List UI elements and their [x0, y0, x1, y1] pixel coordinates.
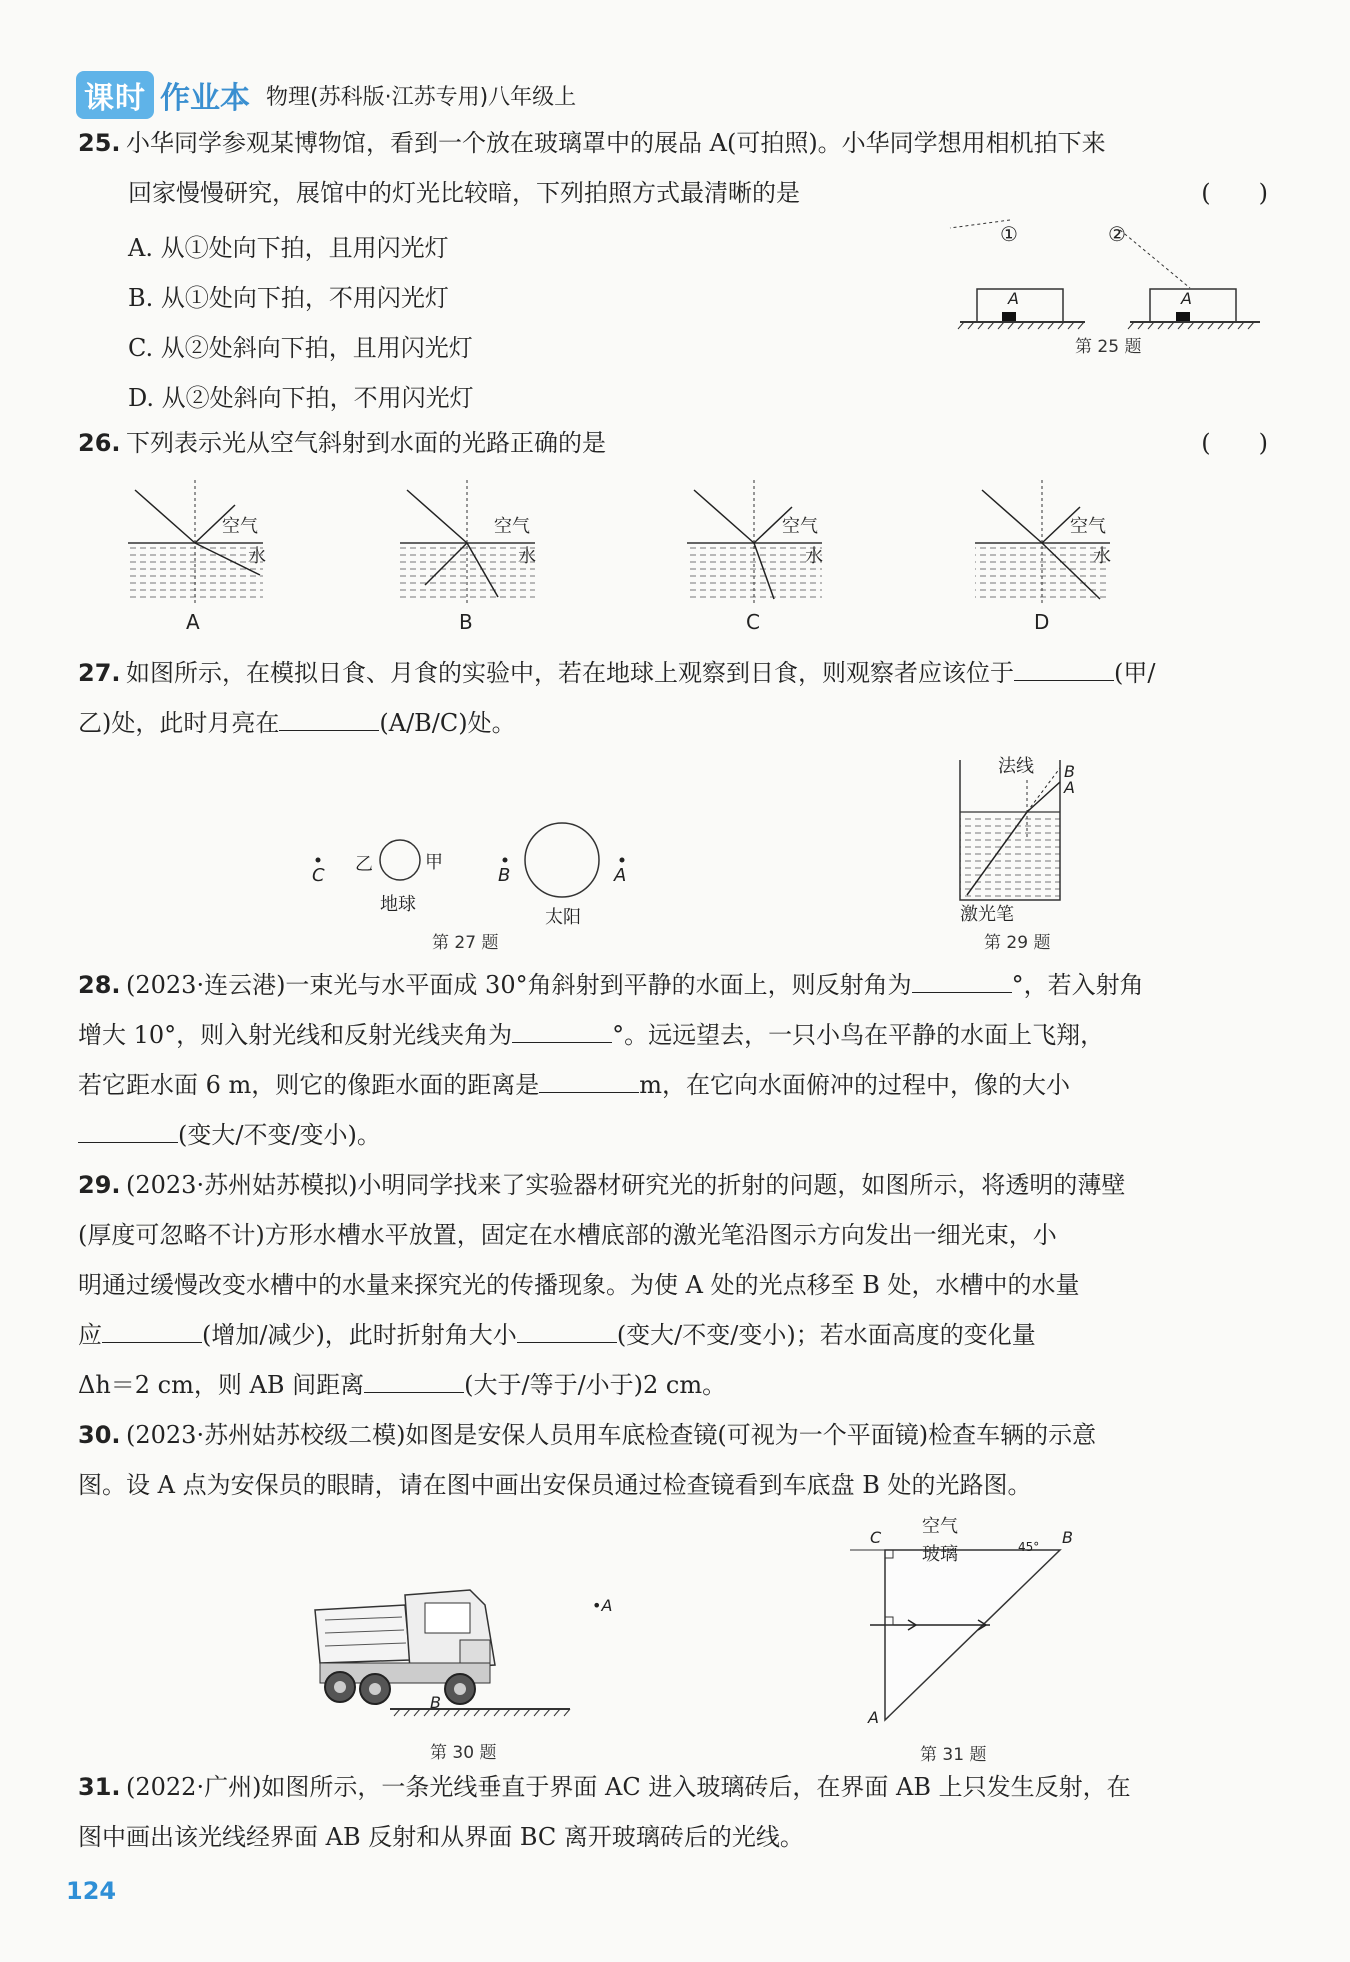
q26-text: 下列表示光从空气斜射到水面的光路正确的是: [126, 429, 606, 457]
q26-diagram-a: [128, 480, 263, 603]
q27-point-c: C: [312, 865, 325, 886]
subject-title: 物理(苏科版·江苏专用)八年级上: [266, 84, 577, 110]
q26-b-air: 空气: [494, 516, 530, 537]
q26-c-water: 水: [805, 546, 823, 567]
q31-number: 31.: [78, 1773, 121, 1801]
q26-label-c: C: [746, 610, 760, 634]
q29-blank-2[interactable]: [517, 1316, 617, 1343]
q27-line2a: 乙)处，此时月亮在: [78, 709, 280, 737]
q29-point-a: A: [1064, 778, 1075, 797]
q30-number: 30.: [78, 1421, 121, 1449]
q28-blank-2[interactable]: [512, 1016, 612, 1043]
question-31: [78, 1762, 1268, 1862]
q28-line4b: (变大/不变/变小)。: [178, 1121, 381, 1149]
q25-answer-paren: ( ): [1201, 179, 1268, 207]
q29-line5b: (大于/等于/小于)2 cm。: [464, 1371, 727, 1399]
q30-point-b: B: [430, 1693, 441, 1712]
q26-label-d: D: [1034, 610, 1050, 634]
q27-line1a: 如图所示，在模拟日食、月食的实验中，若在地球上观察到日食，则观察者应该位于: [126, 659, 1014, 687]
q30-point-a: •A: [592, 1596, 613, 1615]
q26-answer-paren: ( ): [1201, 429, 1268, 457]
q26-diagram-b: [400, 480, 535, 603]
q29-number: 29.: [78, 1171, 121, 1199]
q25-option-d: D. 从②处斜向下拍，不用闪光灯: [128, 384, 474, 412]
q27-blank-1[interactable]: [1014, 654, 1114, 681]
q29-line4b: (增加/减少)，此时折射角大小: [202, 1321, 517, 1349]
q30-truck-figure: [310, 1585, 570, 1735]
q28-blank-4[interactable]: [78, 1116, 178, 1143]
logo-mark: 课时: [76, 71, 154, 119]
q29-line3: 明通过缓慢改变水槽中的水量来探究光的传播现象。为使 A 处的光点移至 B 处，水槽中的水量: [78, 1271, 1080, 1299]
q27-number: 27.: [78, 659, 121, 687]
q28-line3a: 若它距水面 6 m，则它的像距水面的距离是: [78, 1071, 540, 1099]
q27-label-earth: 地球: [380, 894, 416, 915]
q31-point-b: B: [1062, 1528, 1073, 1547]
q25-number: 25.: [78, 129, 121, 157]
q28-blank-3[interactable]: [539, 1066, 639, 1093]
q25-line2: 回家慢慢研究，展馆中的灯光比较暗，下列拍照方式最清晰的是: [128, 179, 800, 207]
q30-line1: (2023·苏州姑苏校级二模)如图是安保人员用车底检查镜(可视为一个平面镜)检查车辆的示意: [126, 1421, 1097, 1449]
q30-line2: 图。设 A 点为安保员的眼睛，请在图中画出安保员通过检查镜看到车底盘 B 处的光路图。: [78, 1471, 1032, 1499]
q26-diagram-c: [687, 480, 822, 603]
q26-label-b: B: [459, 610, 473, 634]
q28-line2b: °。远远望去，一只小鸟在平静的水面上飞翔，: [612, 1021, 1105, 1049]
q29-normal-label: 法线: [998, 756, 1034, 777]
question-27: [78, 648, 1268, 748]
q25-mark-1: ①: [1000, 222, 1018, 246]
q25-line1: 小华同学参观某博物馆，看到一个放在玻璃罩中的展品 A(可拍照)。小华同学想用相机拍下来: [126, 129, 1106, 157]
page-header: [76, 70, 576, 120]
q28-number: 28.: [78, 971, 121, 999]
q28-line1a: (2023·连云港)一束光与水平面成 30°角斜射到平静的水面上，则反射角为: [126, 971, 912, 999]
q27-line1b: (甲/: [1114, 659, 1156, 687]
q27-figure: [300, 815, 650, 895]
q28-line1b: °，若入射角: [1011, 971, 1144, 999]
q26-b-water: 水: [518, 546, 536, 567]
q27-point-b: B: [498, 865, 511, 886]
q27-label-jia: 甲: [425, 852, 443, 873]
q28-blank-1[interactable]: [912, 966, 1012, 993]
question-29: [78, 1160, 1268, 1410]
q31-point-a: A: [868, 1708, 879, 1727]
q29-blank-1[interactable]: [102, 1316, 202, 1343]
q26-d-water: 水: [1093, 546, 1111, 567]
q27-caption: 第 27 题: [432, 933, 499, 953]
q25-caption: 第 25 题: [1075, 337, 1142, 357]
logo-text: 作业本: [160, 81, 250, 116]
q31-air-label: 空气: [922, 1516, 958, 1537]
q31-point-c: C: [870, 1528, 882, 1547]
q27-line2b: (A/B/C)处。: [379, 709, 516, 737]
q28-line2a: 增大 10°，则入射光线和反射光线夹角为: [78, 1021, 513, 1049]
q25-option-c: C. 从②处斜向下拍，且用闪光灯: [128, 334, 473, 362]
q31-prism-figure: [830, 1540, 1090, 1730]
q26-figures: [120, 475, 1120, 605]
q30-caption: 第 30 题: [430, 1743, 497, 1763]
q31-glass-label: 玻璃: [922, 1544, 958, 1565]
q29-line4c: (变大/不变/变小)；若水面高度的变化量: [616, 1321, 1036, 1349]
q31-angle-label: 45°: [1018, 1540, 1040, 1554]
q25-option-a: A. 从①处向下拍，且用闪光灯: [128, 234, 449, 262]
q29-blank-3[interactable]: [364, 1366, 464, 1393]
page-number: 124: [66, 1877, 117, 1905]
q26-a-water: 水: [248, 546, 266, 567]
question-30: [78, 1410, 1268, 1510]
q27-label-yi: 乙: [355, 854, 373, 875]
question-26: [78, 418, 1268, 468]
q31-caption: 第 31 题: [920, 1745, 987, 1765]
q29-line4a: 应: [78, 1321, 102, 1349]
q25-option-b: B. 从①处向下拍，不用闪光灯: [128, 284, 449, 312]
q25-exhibit-a-left: A: [1008, 289, 1019, 308]
q26-number: 26.: [78, 429, 121, 457]
q26-d-air: 空气: [1070, 516, 1106, 537]
q31-line2: 图中画出该光线经界面 AB 反射和从界面 BC 离开玻璃砖后的光线。: [78, 1823, 804, 1851]
q29-point-b: B: [1064, 762, 1075, 781]
q29-line5a: Δh＝2 cm，则 AB 间距离: [78, 1371, 365, 1399]
q29-line1: (2023·苏州姑苏模拟)小明同学找来了实验器材研究光的折射的问题，如图所示，将透明的薄壁: [126, 1171, 1126, 1199]
q28-line3b: m，在它向水面俯冲的过程中，像的大小: [639, 1071, 1071, 1099]
q26-c-air: 空气: [782, 516, 818, 537]
question-25: [78, 118, 1268, 218]
q29-caption: 第 29 题: [984, 933, 1051, 953]
q25-mark-2: ②: [1108, 222, 1126, 246]
q26-diagram-d: [975, 480, 1110, 603]
q27-blank-2[interactable]: [279, 704, 379, 731]
q25-exhibit-a-right: A: [1181, 289, 1192, 308]
q29-laser-label: 激光笔: [960, 904, 1014, 925]
q26-a-air: 空气: [222, 516, 258, 537]
q27-label-sun: 太阳: [545, 907, 581, 928]
q27-point-a: A: [614, 865, 627, 886]
q31-line1: (2022·广州)如图所示，一条光线垂直于界面 AC 进入玻璃砖后，在界面 AB 上只发生反射，在: [126, 1773, 1131, 1801]
q26-label-a: A: [186, 610, 200, 634]
question-28: [78, 960, 1268, 1160]
q29-line2: (厚度可忽略不计)方形水槽水平放置，固定在水槽底部的激光笔沿图示方向发出一细光束，小: [78, 1221, 1057, 1249]
